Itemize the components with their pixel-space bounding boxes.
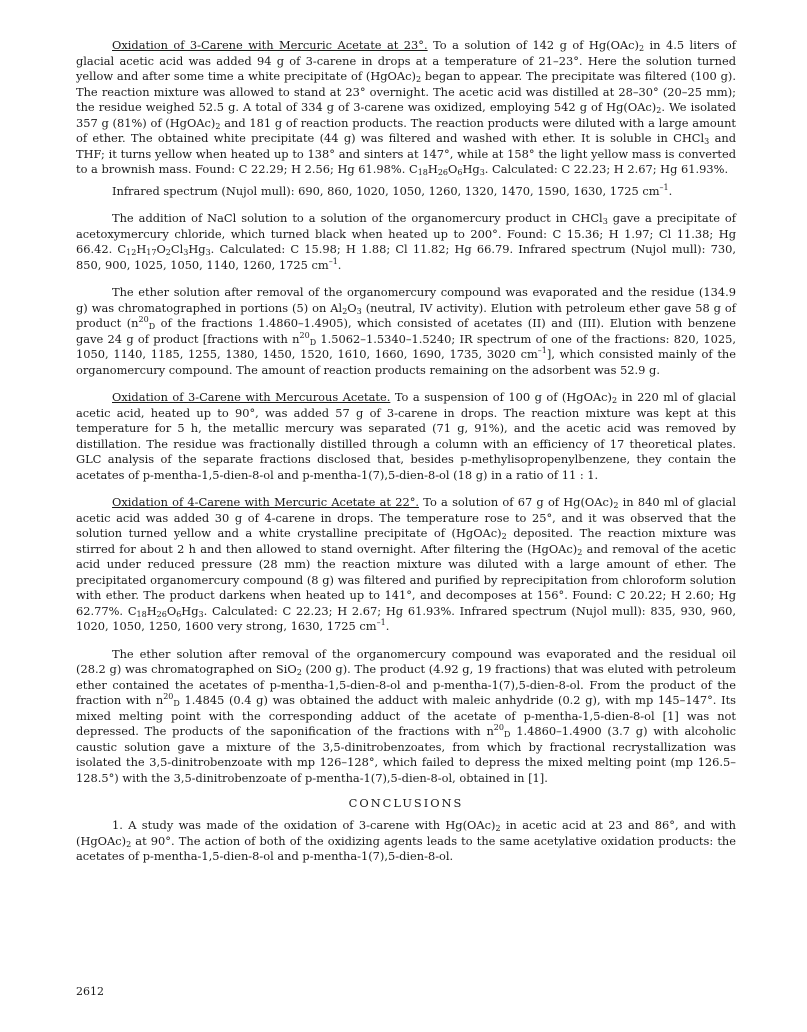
paragraph-oxidation-3-carene-mercuric: Oxidation of 3-Carene with Mercuric Acetate at 23°. To a solution of 142 g of $Hg(OAc)_2$ in 4.5 liters of glacial acetic acid was added 94 g of 3-carene in drops at a temperature of 21–23°. Here the solution turned yellow and after some time a white precipitate of $(HgOAc)_2$ began to appear. The precipitate was filtered (100 g). The reaction mixture was allowed to stand at 23° overnight. The acetic acid was distilled at 28–30° (20–25 mm); the residue weighed 52.5 g. A total of 334 g of 3-carene was oxidized, employing 542 g of $Hg(OAc)_2$. We isolated 357 g (81%) of $(HgOAc)_2$ and 181 g of reaction products. The reaction products were diluted with a large amount of ether. The obtained white precipitate (44 g) was filtered and washed with ether. It is soluble in CHCl$_3$ and THF; it turns yellow when heated up to 138° and sinters at 147°, while at 158° the light yellow mass is converted to a brownish mass. Found: C 22.29; H 2.56; Hg 61.98%. $C_{18}H_{26}O_6Hg_3$. Calculated: C 22.23; H 2.67; Hg 61.93%. <box>76 38 736 177</box>
paragraph-oxidation-4-carene: Oxidation of 4-Carene with Mercuric Acetate at 22°. To a solution of 67 g of $Hg(OAc)_2$ in 840 ml of glacial acetic acid was added 30 g of 4-carene in drops. The temperature rose to 25°, and it was observed that the solution turned yellow and a white crystalline precipitate of $(HgOAc)_2$ deposited. The reaction mixture was stirred for about 2 h and then allowed to stand overnight. After filtering the $(HgOAc)_2$ and removal of the acetic acid under reduced pressure (28 mm) the reaction mixture was diluted with a large amount of ether. The precipitated organomercury compound (8 g) was filtered and purified by reprecipitation from chloroform solution with ether. The product darkens when heated up to 141°, and decomposes at 156°. Found: C 20.22; H 2.60; Hg 62.77%. $C_{18}H_{26}O_6Hg_3$. Calculated: C 22.23; H 2.67; Hg 61.93%. Infrared spectrum (Nujol mull): 835, 930, 960, 1020, 1050, 1250, 1600 very strong, 1630, 1725 $cm^{-1}$. <box>76 495 737 633</box>
paragraph-nacl-addition: The addition of NaCl solution to a solution of the organomercury product in CHCl$_3$ gave a precipitate of acetoxymercury chloride, which turned black when heated up to 200°. Found: C 15.36; H 1.97; Cl 11.38; Hg 66.42. $C_{12}H_{17}O_2Cl_3Hg_3$. Calculated: C 15.98; H 1.88; Cl 11.82; Hg 66.79. Infrared spectrum (Nujol mull): 730, 850, 900, 1025, 1050, 1140, 1260, 1725 $cm^{-1}$. <box>76 211 736 272</box>
section-title: Oxidation of 3-Carene with Mercurous Acetate. <box>112 390 391 404</box>
page-body <box>76 38 736 871</box>
page-number: 2612 <box>76 985 104 998</box>
section-title: Oxidation of 4-Carene with Mercuric Acetate at 22°. <box>112 495 420 509</box>
section-title: Oxidation of 3-Carene with Mercuric Acetate at 23°. <box>112 38 428 52</box>
paragraph-ether-sio2: The ether solution after removal of the organomercury compound was evaporated and the residual oil (28.2 g) was chromatographed on SiO$_2$ (200 g). The product (4.92 g, 19 fractions) that was eluted with petroleum ether contained the acetates of p-mentha-1,5-dien-8-ol and p-mentha-1(7),5-dien-8-ol. From the product of the fraction with $n^{20}_D$ 1.4845 (0.4 g) was obtained the adduct with maleic anhydride (0.2 g), with mp 145–147°. Its mixed melting point with the corresponding adduct of the acetate of p-mentha-1,5-dien-8-ol [1] was not depressed. The products of the saponification of the fractions with $n^{20}_D$ 1.4860–1.4900 (3.7 g) with alcoholic caustic solution gave a mixture of the 3,5-dinitrobenzoates, from which by fractional recrystallization was isolated the 3,5-dinitrobenzoate with mp 126–128°, which failed to depress the mixed melting point (mp 126.5–128.5°) with the 3,5-dinitrobenzoate of p-mentha-1(7),5-dien-8-ol, obtained in [1]. <box>76 646 736 785</box>
paragraph-oxidation-mercurous: Oxidation of 3-Carene with Mercurous Acetate. To a suspension of 100 g of $(HgOAc)_2$ in 220 ml of glacial acetic acid, heated up to 90°, was added 57 g of 3-carene in drops. The reaction mixture was kept at this temperature for 5 h, the metallic mercury was separated (71 g, 91%), and the acetic acid was removed by distillation. The residue was fractionally distilled through a column with an efficiency of 17 theoretical plates. GLC analysis of the separate fractions disclosed that, besides p-methylisopropenylbenzene, they contain the acetates of p-mentha-1,5-dien-8-ol and p-mentha-1(7),5-dien-8-ol (18 g) in a ratio of 11 : 1. <box>76 390 736 482</box>
conclusion-item-1: 1. A study was made of the oxidation of 3-carene with $Hg(OAc)_2$ in acetic acid at 23 and 86°, and with $(HgOAc)_2$ at 90°. The action of both of the oxidizing agents leads to the same acetylative oxidation products: the acetates of p-mentha-1,5-dien-8-ol and p-mentha-1(7),5-dien-8-ol. <box>76 818 736 863</box>
paragraph-ether-chromatography: The ether solution after removal of the organomercury compound was evaporated and the residue (134.9 g) was chromatographed in portions (5) on $Al_2O_3$ (neutral, IV activity). Elution with petroleum ether gave 58 g of product ($n^{20}_D$ of the fractions 1.4860–1.4905), which consisted of acetates (II) and (III). Elution with benzene gave 24 g of product [fractions with $n^{20}_D$ 1.5062–1.5340–1.5240; IR spectrum of one of the fractions: 820, 1025, 1050, 1140, 1185, 1255, 1380, 1450, 1520, 1610, 1660, 1690, 1735, 3020 $cm^{-1}$], which consisted mainly of the organomercury compound. The amount of reaction products remaining on the adsorbent was 52.9 g. <box>76 285 736 377</box>
paragraph-infrared-spectrum: Infrared spectrum (Nujol mull): 690, 860, 1020, 1050, 1260, 1320, 1470, 1590, 1630, 1725 $cm^{-1}$. <box>112 182 673 198</box>
conclusions-heading: CONCLUSIONS <box>348 796 464 810</box>
